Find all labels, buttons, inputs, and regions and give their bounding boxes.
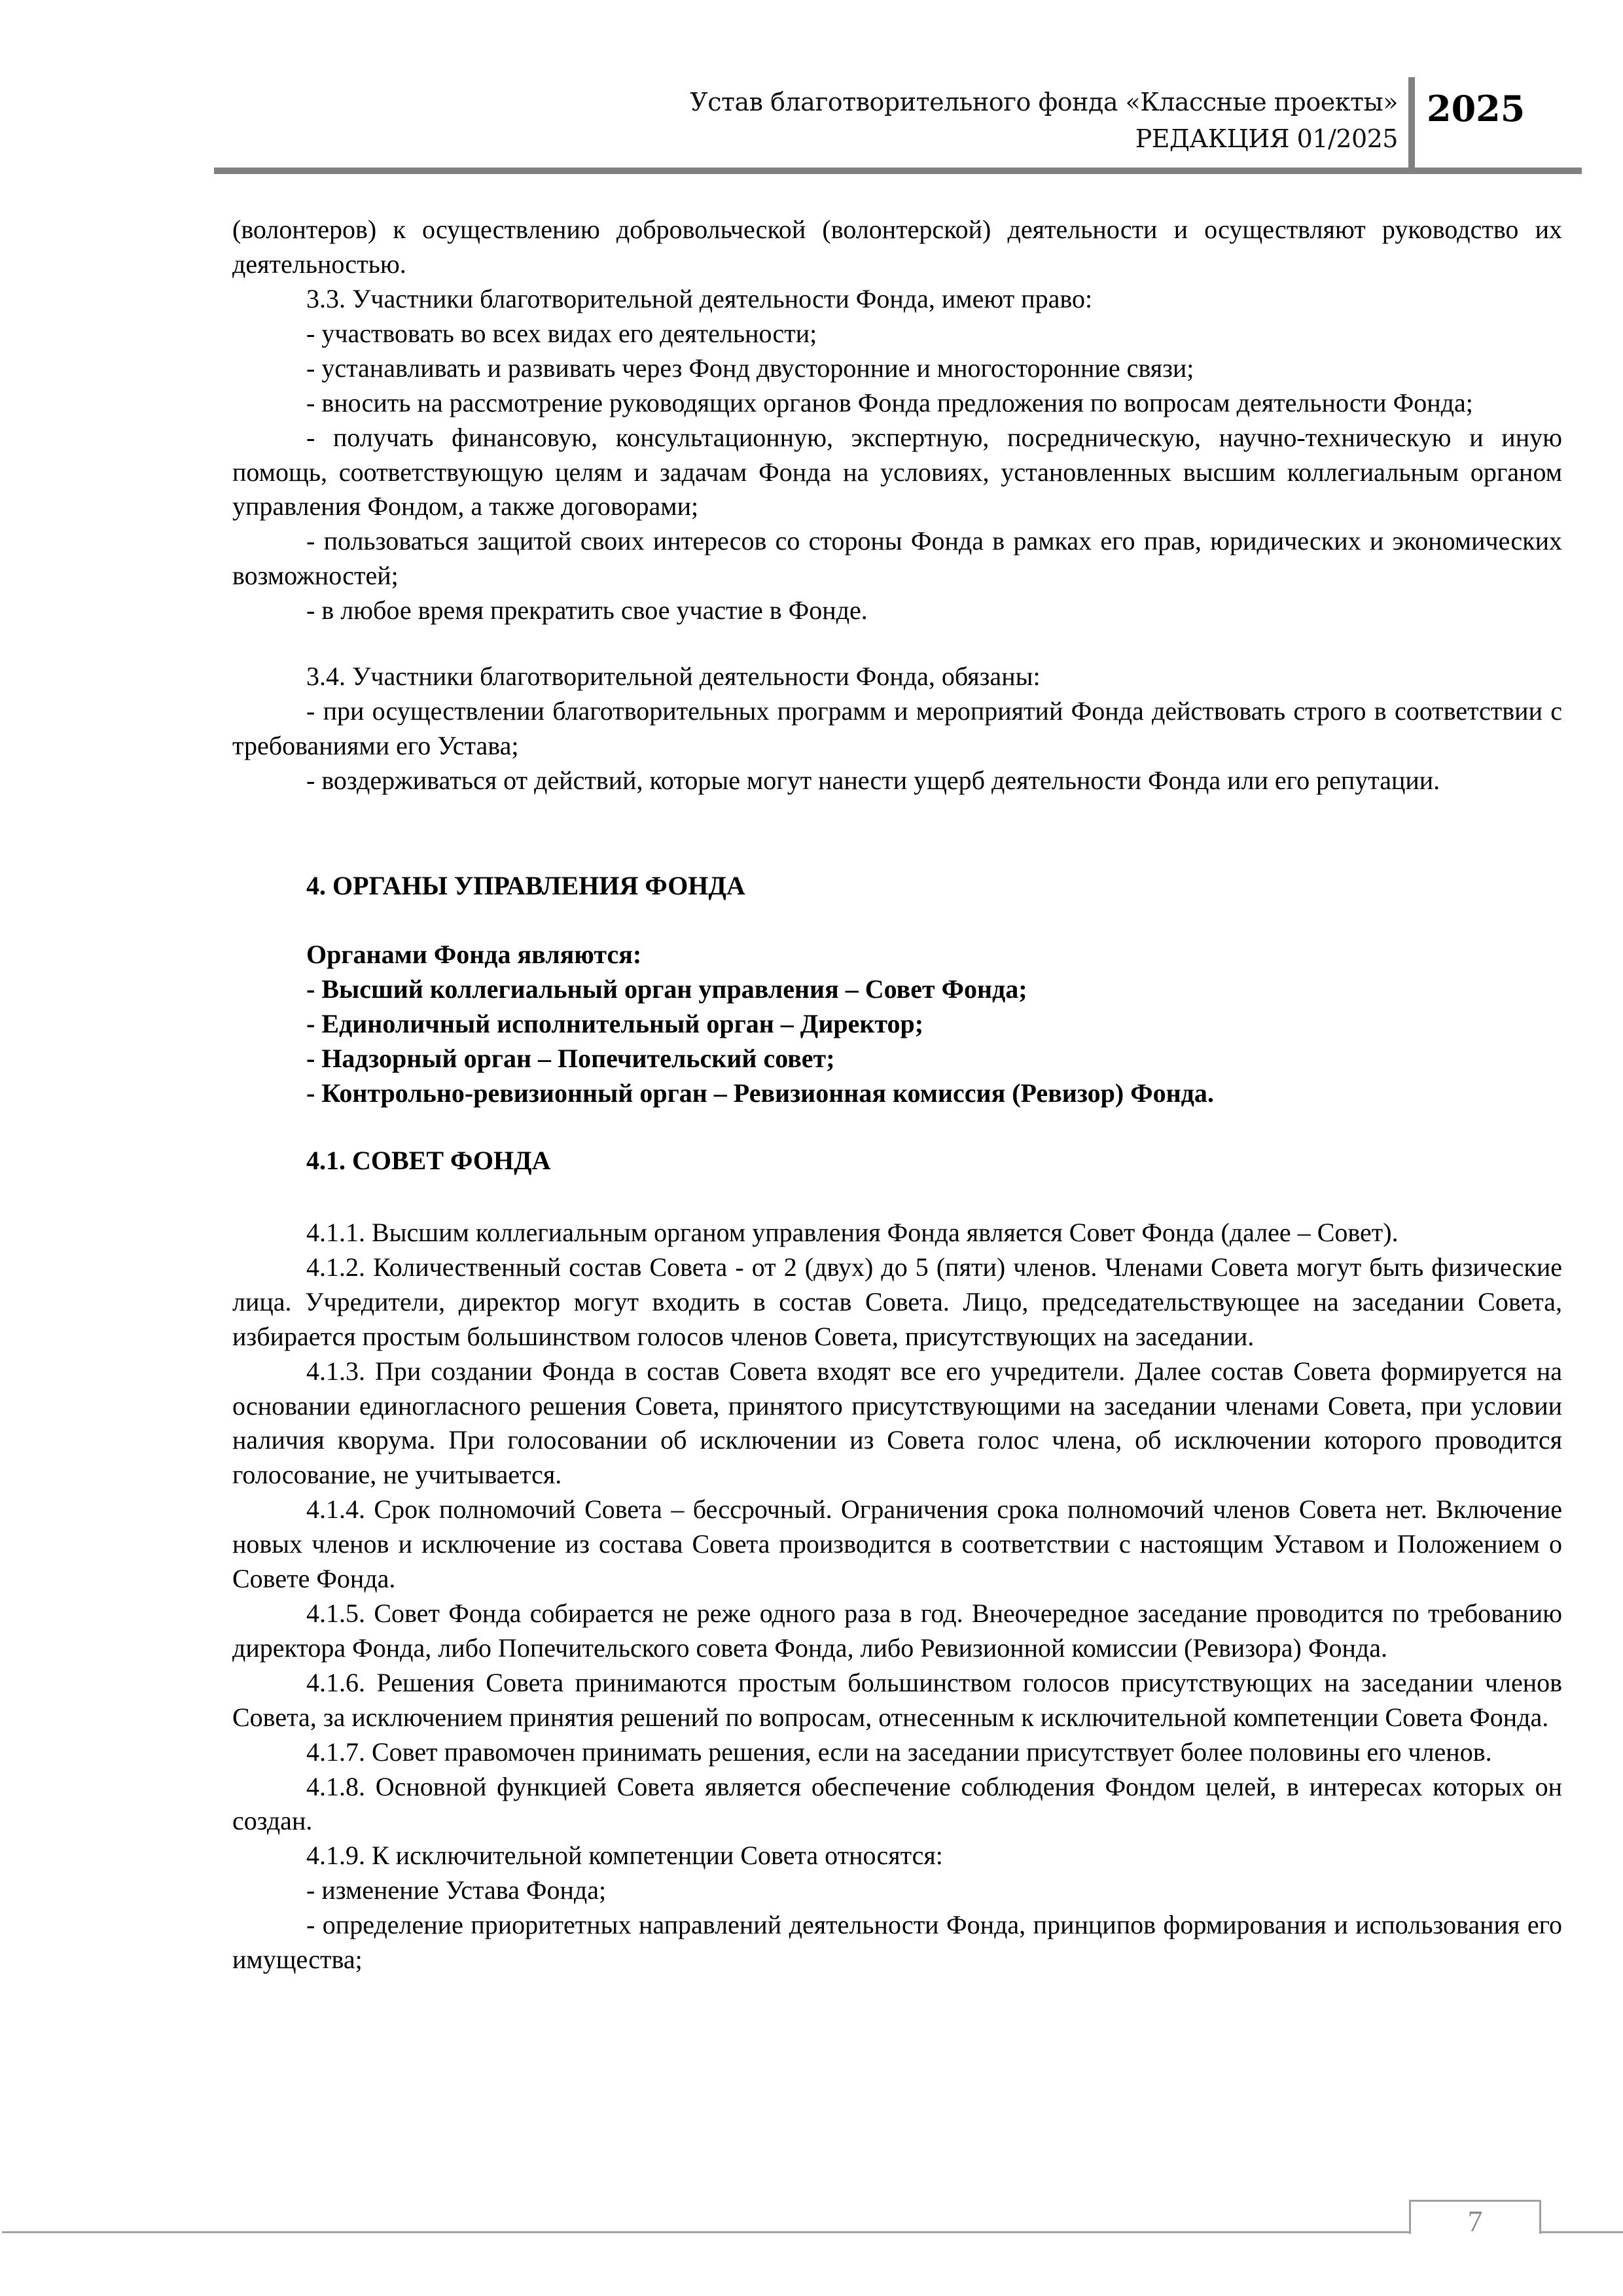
organ-item: - Единоличный исполнительный орган – Директор; xyxy=(306,1008,924,1038)
list-item: - воздерживаться от действий, которые могут нанести ущерб деятельности Фонда или его репутации. xyxy=(306,765,1440,795)
clause-4-1-2: 4.1.2. Количественный состав Совета - от 2 (двух) до 5 (пяти) членов. Членами Совета могут быть физические лица. Учредители, директор могут входить в состав Совета. Лицо, председательствующее на заседании Совета, избирается простым большинством голосов членов Совета, присутствующих на заседании. xyxy=(232,1252,1562,1351)
clause-4-1-6: 4.1.6. Решения Совета принимаются простым большинством голосов присутствующих на заседании членов Совета, за исключением принятия решений по вопросам, отнесенным к исключительной компетенции Совета Фонда. xyxy=(232,1667,1562,1732)
running-header xyxy=(482,84,1398,157)
header-year: 2025 xyxy=(1427,88,1525,130)
clause-4-1-1: 4.1.1. Высшим коллегиальным органом управления Фонда является Совет Фонда (далее – Совет). xyxy=(306,1218,1399,1247)
clause-4-1-3: 4.1.3. При создании Фонда в состав Совета входят все его учредители. Далее состав Совета формируется на основании единогласного решения Совета, принятого присутствующими на заседании членами Совета, при условии наличия кворума. При голосовании об исключении из Совета голос члена, об исключении которого проводится голосование, не учитывается. xyxy=(232,1356,1562,1490)
list-item: - изменение Устава Фонда; xyxy=(306,1875,607,1905)
clause-4-1-4: 4.1.4. Срок полномочий Совета – бессрочный. Ограничения срока полномочий членов Совета нет. Включение новых членов и исключение из состава Совета производится в соответствии с настоящим Уставом и Положением о Совете Фонда. xyxy=(232,1494,1562,1594)
footer-rule-right xyxy=(1539,2231,1623,2233)
organs-title: Органами Фонда являются: xyxy=(306,940,642,969)
organ-item: - Надзорный орган – Попечительский совет; xyxy=(306,1043,835,1073)
list-item: - в любое время прекратить свое участие в Фонде. xyxy=(306,595,868,626)
organ-item: - Контрольно-ревизионный орган – Ревизионная комиссия (Ревизор) Фонда. xyxy=(306,1078,1214,1108)
clause-4-1-9: 4.1.9. К исключительной компетенции Совета относятся: xyxy=(306,1841,943,1871)
clause-title: 3.4. Участники благотворительной деятельности Фонда, обязаны: xyxy=(306,662,1041,691)
section-4-1-heading: 4.1. СОВЕТ ФОНДА xyxy=(306,1146,551,1175)
paragraph-continuation xyxy=(232,213,1562,282)
list-item: - вносить на рассмотрение руководящих органов Фонда предложения по вопросам деятельности Фонда; xyxy=(306,387,1473,417)
list-item: - участвовать во всех видах его деятельности; xyxy=(306,318,817,348)
list-item: - пользоваться защитой своих интересов со стороны Фонда в рамках его прав, юридических и экономических возможностей; xyxy=(232,526,1562,591)
header-title: Устав благотворительного фонда «Классные проекты» xyxy=(690,88,1398,116)
header-rule xyxy=(214,168,1582,174)
header-edition: РЕДАКЦИЯ 01/2025 xyxy=(1135,124,1398,153)
organ-item: - Высший коллегиальный орган управления – Совет Фонда; xyxy=(306,974,1027,1004)
section-4-1-clauses xyxy=(232,1216,1562,1977)
clause-title: 3.3. Участники благотворительной деятельности Фонда, имеют право: xyxy=(306,284,1093,313)
section-4-heading: 4. ОРГАНЫ УПРАВЛЕНИЯ ФОНДА xyxy=(306,871,745,900)
list-item: - определение приоритетных направлений деятельности Фонда, принципов формирования и использования его имущества; xyxy=(232,1910,1562,1975)
organs-list xyxy=(232,938,1623,1111)
clause-4-1-7: 4.1.7. Совет правомочен принимать решения, если на заседании присутствует более половины его членов. xyxy=(306,1737,1492,1767)
footer-rule xyxy=(2,2231,1410,2233)
header-divider xyxy=(1408,77,1415,174)
clause-4-1-8: 4.1.8. Основной функцией Совета является обеспечение соблюдения Фондом целей, в интересах которых он создан. xyxy=(232,1771,1562,1836)
list-item: - при осуществлении благотворительных программ и мероприятий Фонда действовать строго в соответствии с требованиями его Устава; xyxy=(232,696,1562,760)
list-item: - получать финансовую, консультационную, экспертную, посредническую, научно-техническую и иную помощь, соответствующую целям и задачам Фонда на условиях, установленных высшим коллегиальным органом управления Фондом, а также договорами; xyxy=(232,422,1562,521)
clause-4-1-5: 4.1.5. Совет Фонда собирается не реже одного раза в год. Внеочередное заседание проводится по требованию директора Фонда, либо Попечительского совета Фонда, либо Ревизионной комиссии (Ревизора) Фонда. xyxy=(232,1598,1562,1663)
section-3-4 xyxy=(232,660,1562,798)
page-number: 7 xyxy=(1467,2204,1483,2238)
section-3-3 xyxy=(232,282,1562,628)
list-item: - устанавливать и развивать через Фонд двусторонние и многосторонние связи; xyxy=(306,353,1194,383)
paragraph: (волонтеров) к осуществлению добровольческой (волонтерской) деятельности и осуществляют руководство их деятельностью. xyxy=(232,215,1562,279)
